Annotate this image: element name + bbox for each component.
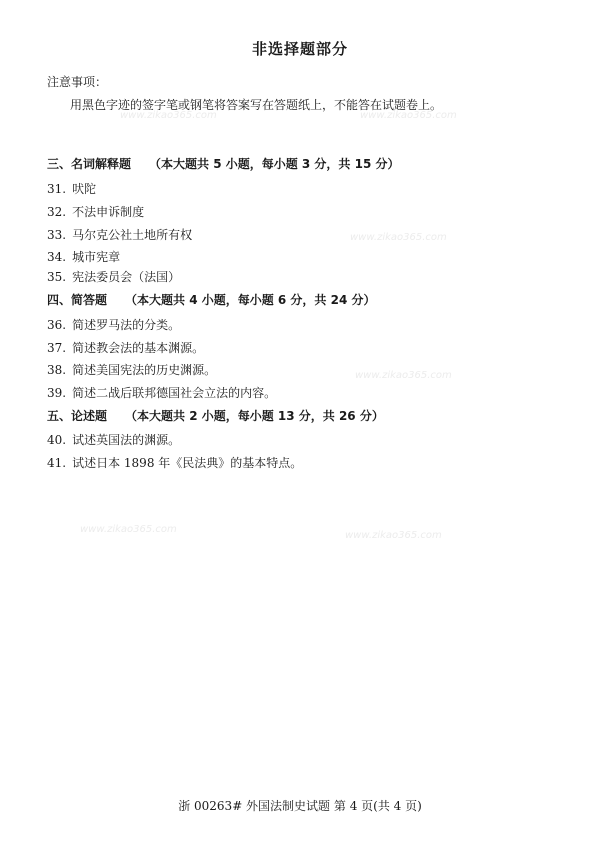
question-39: [47, 384, 276, 401]
question-number: 41.: [47, 456, 67, 470]
notice-text: 用黑色字迹的签字笔或钢笔将答案写在答题纸上，不能答在试题卷上。: [70, 98, 443, 112]
section-heading-4: [47, 291, 375, 308]
question-text: 简述美国宪法的历史渊源。: [72, 363, 217, 377]
question-text: 简述二战后联邦德国社会立法的内容。: [72, 386, 277, 400]
question-number: 32.: [47, 205, 67, 219]
question-number: 33.: [47, 228, 67, 242]
question-31: [47, 180, 96, 197]
question-33: [47, 226, 192, 243]
question-number: 34.: [47, 250, 67, 264]
question-36: [47, 316, 180, 333]
watermark: www.zikao365.com: [360, 110, 457, 121]
question-text: 试述英国法的渊源。: [72, 433, 181, 447]
section-note: （本大题共 2 小题，每小题 13 分，共 26 分）: [125, 409, 384, 423]
section-title: 四、简答题: [47, 293, 108, 307]
section-note: （本大题共 4 小题，每小题 6 分，共 24 分）: [125, 293, 376, 307]
question-text: 吠陀: [72, 182, 97, 196]
question-text: 马尔克公社土地所有权: [72, 228, 193, 242]
question-number: 39.: [47, 386, 67, 400]
question-number: 40.: [47, 433, 67, 447]
question-35: [47, 268, 180, 285]
question-text: 简述教会法的基本渊源。: [72, 341, 205, 355]
question-38: [47, 361, 216, 378]
question-37: [47, 339, 204, 356]
section-heading-3: [47, 155, 399, 172]
question-number: 31.: [47, 182, 67, 196]
question-number: 38.: [47, 363, 67, 377]
watermark: www.zikao365.com: [355, 370, 452, 381]
section-note: （本大题共 5 小题，每小题 3 分，共 15 分）: [149, 157, 400, 171]
question-text: 宪法委员会（法国）: [72, 270, 181, 284]
question-text: 试述日本 1898 年《民法典》的基本特点。: [72, 456, 303, 470]
section-title: 三、名词解释题: [47, 157, 132, 171]
watermark: www.zikao365.com: [350, 232, 447, 243]
page-title: 非选择题部分: [251, 40, 348, 58]
question-32: [47, 203, 144, 220]
section-heading-5: [47, 407, 384, 424]
question-number: 35.: [47, 270, 67, 284]
question-40: [47, 431, 180, 448]
notice-heading: 注意事项：: [47, 75, 108, 89]
watermark: www.zikao365.com: [80, 524, 177, 535]
question-text: 不法申诉制度: [72, 205, 145, 219]
question-text: 简述罗马法的分类。: [72, 318, 181, 332]
question-text: 城市宪章: [72, 250, 121, 264]
question-41: [47, 454, 302, 471]
question-number: 36.: [47, 318, 67, 332]
page-footer: 浙 00263# 外国法制史试题 第 4 页(共 4 页): [178, 799, 422, 813]
question-34: [47, 248, 120, 265]
watermark: www.zikao365.com: [120, 110, 217, 121]
section-title: 五、论述题: [47, 409, 108, 423]
question-number: 37.: [47, 341, 67, 355]
watermark: www.zikao365.com: [345, 530, 442, 541]
